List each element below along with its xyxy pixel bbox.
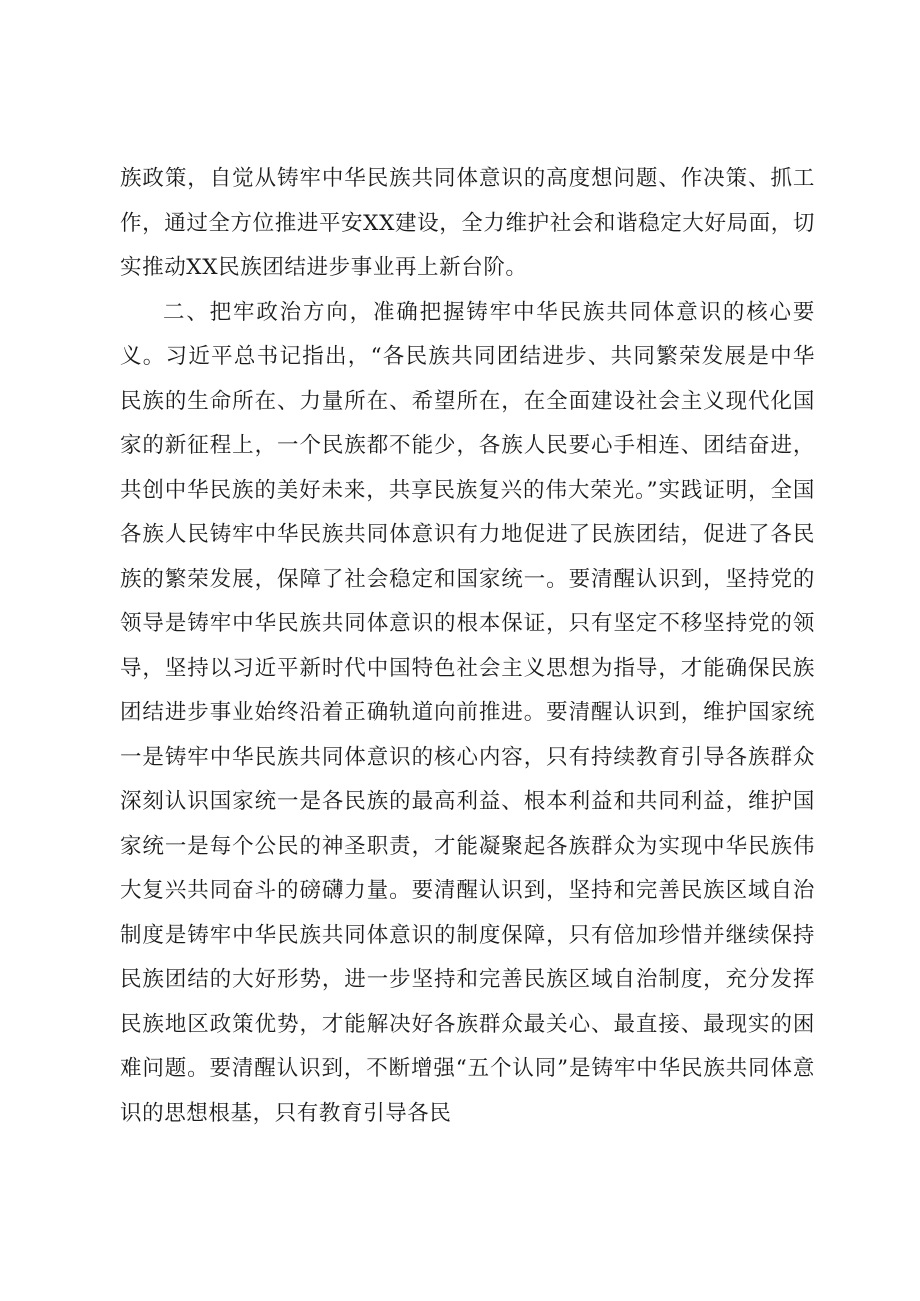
paragraph-section-two: 二、把牢政治方向，准确把握铸牢中华民族共同体意识的核心要义。习近平总书记指出，“各民族共同团结进步、共同繁荣发展是中华民族的生命所在、力量所在、希望所在，在全面建设社会主义现代化国家的新征程上，一个民族都不能少，各族人民要心手相连、团结奋进，共创中华民族的美好未来，共享民族复兴的伟大荣光。”实践证明，全国各族人民铸牢中华民族共同体意识有力地促进了民族团结，促进了各民族的繁荣发展，保障了社会稳定和国家统一。要清醒认识到，坚持党的领导是铸牢中华民族共同体意识的根本保证，只有坚定不移坚持党的领导，坚持以习近平新时代中国特色社会主义思想为指导，才能确保民族团结进步事业始终沿着正确轨道向前推进。要清醒认识到，维护国家统一是铸牢中华民族共同体意识的核心内容，只有持续教育引导各族群众深刻认识国家统一是各民族的最高利益、根本利益和共同利益，维护国家统一是每个公民的神圣职责，才能凝聚起各族群众为实现中华民族伟大复兴共同奋斗的磅礴力量。要清醒认识到，坚持和完善民族区域自治制度是铸牢中华民族共同体意识的制度保障，只有倍加珍惜并继续保持民族团结的大好形势，进一步坚持和完善民族区域自治制度，充分发挥民族地区政策优势，才能解决好各族群众最关心、最直接、最现实的困难问题。要清醒认识到，不断增强“五个认同”是铸牢中华民族共同体意识的思想根基，只有教育引导各民: [120, 299, 815, 1126]
paragraph-continuation: 族政策，自觉从铸牢中华民族共同体意识的高度想问题、作决策、抓工作，通过全方位推进平安XX建设，全力维护社会和谐稳定大好局面，切实推动XX民族团结进步事业再上新台阶。: [120, 166, 815, 280]
body-text: [120, 157, 815, 1136]
